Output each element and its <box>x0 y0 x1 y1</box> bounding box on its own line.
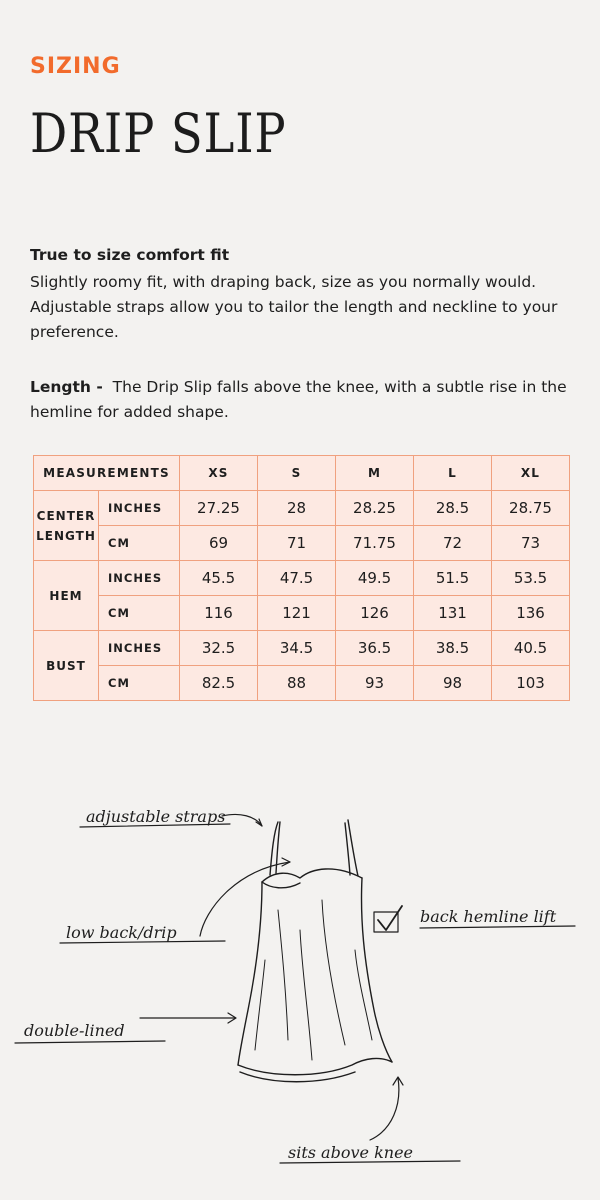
table-cell: 72 <box>414 526 492 561</box>
table-header-row <box>34 456 570 491</box>
length-description <box>30 375 575 425</box>
table-cell: 32.5 <box>180 631 258 666</box>
table-cell: 28.5 <box>414 491 492 526</box>
table-cell: 71.75 <box>336 526 414 561</box>
unit-label: INCHES <box>99 631 180 666</box>
slip-dress-sketch <box>0 760 600 1180</box>
table-cell: 69 <box>180 526 258 561</box>
group-label-line: CENTER <box>36 508 96 523</box>
group-label-center-length <box>34 491 99 561</box>
group-label-line: LENGTH <box>36 528 96 543</box>
group-label-line: BUST <box>46 658 86 673</box>
group-label-hem <box>34 561 99 631</box>
size-chart-table <box>33 455 570 701</box>
table-cell: 98 <box>414 666 492 701</box>
table-cell: 82.5 <box>180 666 258 701</box>
table-cell: 88 <box>258 666 336 701</box>
table-cell: 116 <box>180 596 258 631</box>
table-row <box>34 561 570 596</box>
table-cell: 34.5 <box>258 631 336 666</box>
table-row <box>34 596 570 631</box>
table-cell: 53.5 <box>492 561 570 596</box>
table-cell: 73 <box>492 526 570 561</box>
size-header: L <box>414 456 492 491</box>
table-cell: 126 <box>336 596 414 631</box>
annotation-straps: adjustable straps <box>86 807 226 826</box>
table-row <box>34 666 570 701</box>
size-header: XS <box>180 456 258 491</box>
length-text: The Drip Slip falls above the knee, with a subtle rise in the hemline for added shape. <box>30 378 567 421</box>
table-cell: 121 <box>258 596 336 631</box>
table-cell: 45.5 <box>180 561 258 596</box>
unit-label: CM <box>99 596 180 631</box>
table-cell: 28.25 <box>336 491 414 526</box>
table-cell: 28.75 <box>492 491 570 526</box>
size-header: S <box>258 456 336 491</box>
table-cell: 49.5 <box>336 561 414 596</box>
dress-illustration <box>238 820 392 1082</box>
table-cell: 71 <box>258 526 336 561</box>
table-cell: 40.5 <box>492 631 570 666</box>
table-cell: 136 <box>492 596 570 631</box>
table-cell: 131 <box>414 596 492 631</box>
annotation-leaders <box>15 814 575 1163</box>
size-header: M <box>336 456 414 491</box>
section-eyebrow: SIZING <box>30 54 121 79</box>
table-row <box>34 526 570 561</box>
annotation-knee: sits above knee <box>288 1143 413 1162</box>
table-cell: 47.5 <box>258 561 336 596</box>
length-label: Length - <box>30 378 103 396</box>
group-label-line: HEM <box>49 588 83 603</box>
size-header: XL <box>492 456 570 491</box>
measurements-header: MEASUREMENTS <box>34 456 180 491</box>
unit-label: CM <box>99 666 180 701</box>
table-cell: 38.5 <box>414 631 492 666</box>
table-cell: 36.5 <box>336 631 414 666</box>
table-cell: 27.25 <box>180 491 258 526</box>
table-cell: 28 <box>258 491 336 526</box>
product-title: DRIP SLIP <box>30 102 287 165</box>
unit-label: INCHES <box>99 561 180 596</box>
fit-description: Slightly roomy fit, with draping back, size as you normally would. Adjustable straps allow you to tailor the length and neckline to your preference. <box>30 273 558 341</box>
group-label-bust <box>34 631 99 701</box>
table-cell: 103 <box>492 666 570 701</box>
unit-label: INCHES <box>99 491 180 526</box>
annotation-lined: double-lined <box>24 1021 125 1040</box>
annotation-back: low back/drip <box>66 923 177 942</box>
fit-heading: True to size comfort fit <box>30 246 230 264</box>
table-row <box>34 491 570 526</box>
unit-label: CM <box>99 526 180 561</box>
table-row <box>34 631 570 666</box>
table-cell: 51.5 <box>414 561 492 596</box>
table-cell: 93 <box>336 666 414 701</box>
annotation-hemline: back hemline lift <box>420 907 557 926</box>
